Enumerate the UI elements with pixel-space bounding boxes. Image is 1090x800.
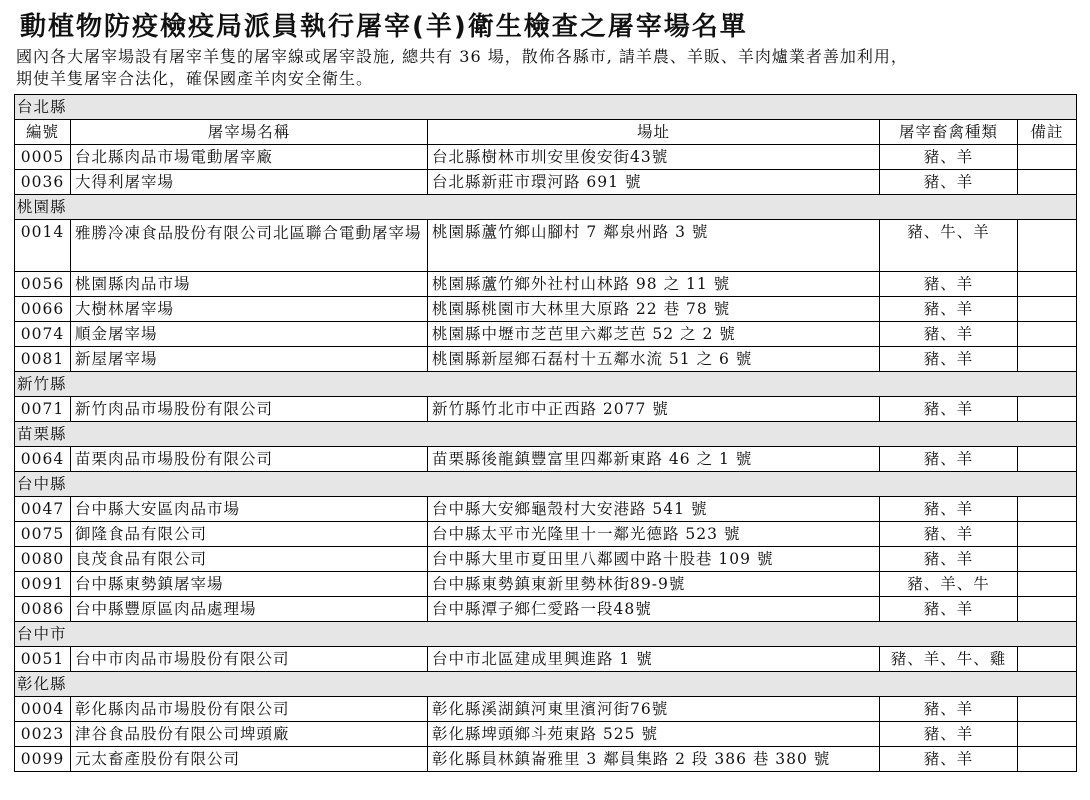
cell-name: 順金屠宰場: [71, 322, 428, 347]
column-header-address: 場址: [428, 120, 880, 145]
table-row: [15, 447, 1077, 472]
intro-line-2: 期使羊隻屠宰合法化，確保國產羊肉安全衛生。: [16, 69, 374, 88]
region-name: 台中縣: [15, 472, 1077, 497]
region-name: 彰化縣: [15, 672, 1077, 697]
table-row: [15, 497, 1077, 522]
cell-species: 豬、羊: [880, 322, 1018, 347]
cell-note: [1018, 597, 1077, 622]
cell-code: 0064: [15, 447, 71, 472]
cell-name: 台中縣大安區肉品市場: [71, 497, 428, 522]
region-name: 新竹縣: [15, 372, 1077, 397]
cell-note: [1018, 497, 1077, 522]
cell-note: [1018, 572, 1077, 597]
cell-code: 0080: [15, 547, 71, 572]
table-row: [15, 747, 1077, 772]
cell-address: 台中縣潭子鄉仁愛路一段48號: [428, 597, 880, 622]
table-row: [15, 647, 1077, 672]
table-row: [15, 522, 1077, 547]
table-header-row: [15, 120, 1077, 145]
cell-name: 新竹肉品市場股份有限公司: [71, 397, 428, 422]
region-row: [15, 422, 1077, 447]
cell-species: 豬、牛、羊: [880, 220, 1018, 272]
cell-note: [1018, 170, 1077, 195]
table-row: [15, 722, 1077, 747]
cell-species: 豬、羊、牛: [880, 572, 1018, 597]
region-name: 台北縣: [15, 95, 1077, 120]
cell-species: 豬、羊: [880, 522, 1018, 547]
cell-note: [1018, 322, 1077, 347]
cell-note: [1018, 747, 1077, 772]
cell-name: 台北縣肉品市場電動屠宰廠: [71, 145, 428, 170]
cell-species: 豬、羊: [880, 497, 1018, 522]
cell-note: [1018, 547, 1077, 572]
cell-code: 0099: [15, 747, 71, 772]
column-header-species: 屠宰畜禽種類: [880, 120, 1018, 145]
cell-address: 台中市北區建成里興進路 1 號: [428, 647, 880, 672]
cell-code: 0071: [15, 397, 71, 422]
cell-address: 桃園縣蘆竹鄉外社村山林路 98 之 11 號: [428, 272, 880, 297]
cell-species: 豬、羊、牛、雞: [880, 647, 1018, 672]
cell-code: 0081: [15, 347, 71, 372]
cell-address: 桃園縣新屋鄉石磊村十五鄰水流 51 之 6 號: [428, 347, 880, 372]
cell-code: 0005: [15, 145, 71, 170]
cell-note: [1018, 397, 1077, 422]
cell-note: [1018, 522, 1077, 547]
cell-note: [1018, 297, 1077, 322]
column-header-note: 備註: [1018, 120, 1077, 145]
cell-name: 雅勝冷凍食品股份有限公司北區聯合電動屠宰場: [71, 220, 428, 272]
cell-name: 苗栗肉品市場股份有限公司: [71, 447, 428, 472]
table-row: [15, 597, 1077, 622]
table-row: [15, 322, 1077, 347]
cell-code: 0066: [15, 297, 71, 322]
cell-species: 豬、羊: [880, 297, 1018, 322]
cell-species: 豬、羊: [880, 347, 1018, 372]
table-row: [15, 547, 1077, 572]
cell-name: 桃園縣肉品市場: [71, 272, 428, 297]
cell-address: 台中縣太平市光隆里十一鄰光德路 523 號: [428, 522, 880, 547]
cell-species: 豬、羊: [880, 547, 1018, 572]
cell-address: 台北縣新莊市環河路 691 號: [428, 170, 880, 195]
region-name: 桃園縣: [15, 195, 1077, 220]
region-row: [15, 472, 1077, 497]
cell-name: 新屋屠宰場: [71, 347, 428, 372]
cell-address: 苗栗縣後龍鎮豐富里四鄰新東路 46 之 1 號: [428, 447, 880, 472]
cell-name: 大得利屠宰場: [71, 170, 428, 195]
region-row: [15, 195, 1077, 220]
cell-code: 0074: [15, 322, 71, 347]
region-row: [15, 622, 1077, 647]
region-row: [15, 372, 1077, 397]
table-row: [15, 145, 1077, 170]
region-name: 台中市: [15, 622, 1077, 647]
slaughterhouse-table: [14, 94, 1077, 772]
cell-address: 桃園縣中壢市芝芭里六鄰芝芭 52 之 2 號: [428, 322, 880, 347]
cell-code: 0086: [15, 597, 71, 622]
region-row: [15, 95, 1077, 120]
intro-line-1: 國內各大屠宰場設有屠宰羊隻的屠宰線或屠宰設施, 總共有 36 場，散佈各縣市, 請羊農、羊販、羊肉爐業者善加利用，: [16, 47, 908, 66]
cell-species: 豬、羊: [880, 272, 1018, 297]
region-row: [15, 672, 1077, 697]
cell-address: 彰化縣溪湖鎮河東里濱河街76號: [428, 697, 880, 722]
page-title: 動植物防疫檢疫局派員執行屠宰(羊)衛生檢查之屠宰場名單: [20, 12, 748, 42]
cell-name: 良茂食品有限公司: [71, 547, 428, 572]
cell-name: 元太畜產股份有限公司: [71, 747, 428, 772]
cell-species: 豬、羊: [880, 597, 1018, 622]
region-name: 苗栗縣: [15, 422, 1077, 447]
cell-note: [1018, 722, 1077, 747]
table-row: [15, 170, 1077, 195]
cell-address: 新竹縣竹北市中正西路 2077 號: [428, 397, 880, 422]
cell-address: 桃園縣蘆竹鄉山腳村 7 鄰泉州路 3 號: [428, 220, 880, 272]
cell-name: 台中縣豐原區肉品處理場: [71, 597, 428, 622]
cell-address: 桃園縣桃園市大林里大原路 22 巷 78 號: [428, 297, 880, 322]
cell-code: 0004: [15, 697, 71, 722]
cell-species: 豬、羊: [880, 145, 1018, 170]
table-row: [15, 572, 1077, 597]
cell-code: 0091: [15, 572, 71, 597]
table-row: [15, 297, 1077, 322]
cell-note: [1018, 447, 1077, 472]
cell-note: [1018, 145, 1077, 170]
cell-name: 台中縣東勢鎮屠宰場: [71, 572, 428, 597]
cell-code: 0056: [15, 272, 71, 297]
cell-species: 豬、羊: [880, 697, 1018, 722]
intro-paragraph: [16, 46, 1076, 90]
cell-species: 豬、羊: [880, 447, 1018, 472]
cell-note: [1018, 272, 1077, 297]
cell-name: 彰化縣肉品市場股份有限公司: [71, 697, 428, 722]
table-row: [15, 272, 1077, 297]
table-row: [15, 697, 1077, 722]
cell-code: 0075: [15, 522, 71, 547]
table-row: [15, 347, 1077, 372]
cell-species: 豬、羊: [880, 397, 1018, 422]
cell-code: 0023: [15, 722, 71, 747]
cell-code: 0051: [15, 647, 71, 672]
column-header-name: 屠宰場名稱: [71, 120, 428, 145]
cell-code: 0047: [15, 497, 71, 522]
cell-note: [1018, 697, 1077, 722]
cell-name: 大樹林屠宰場: [71, 297, 428, 322]
cell-code: 0014: [15, 220, 71, 272]
cell-address: 台中縣東勢鎮東新里勢林街89-9號: [428, 572, 880, 597]
cell-address: 台北縣樹林市圳安里俊安街43號: [428, 145, 880, 170]
cell-code: 0036: [15, 170, 71, 195]
cell-address: 台中縣大里市夏田里八鄰國中路十股巷 109 號: [428, 547, 880, 572]
cell-address: 台中縣大安鄉龜殼村大安港路 541 號: [428, 497, 880, 522]
table-row: [15, 397, 1077, 422]
column-header-code: 編號: [15, 120, 71, 145]
cell-species: 豬、羊: [880, 722, 1018, 747]
cell-note: [1018, 347, 1077, 372]
cell-note: [1018, 647, 1077, 672]
table-row: [15, 220, 1077, 272]
cell-address: 彰化縣員林鎮崙雅里 3 鄰員集路 2 段 386 巷 380 號: [428, 747, 880, 772]
cell-name: 台中市肉品市場股份有限公司: [71, 647, 428, 672]
cell-name: 津谷食品股份有限公司埤頭廠: [71, 722, 428, 747]
cell-name: 御隆食品有限公司: [71, 522, 428, 547]
cell-note: [1018, 220, 1077, 272]
cell-species: 豬、羊: [880, 747, 1018, 772]
cell-address: 彰化縣埤頭鄉斗苑東路 525 號: [428, 722, 880, 747]
cell-species: 豬、羊: [880, 170, 1018, 195]
